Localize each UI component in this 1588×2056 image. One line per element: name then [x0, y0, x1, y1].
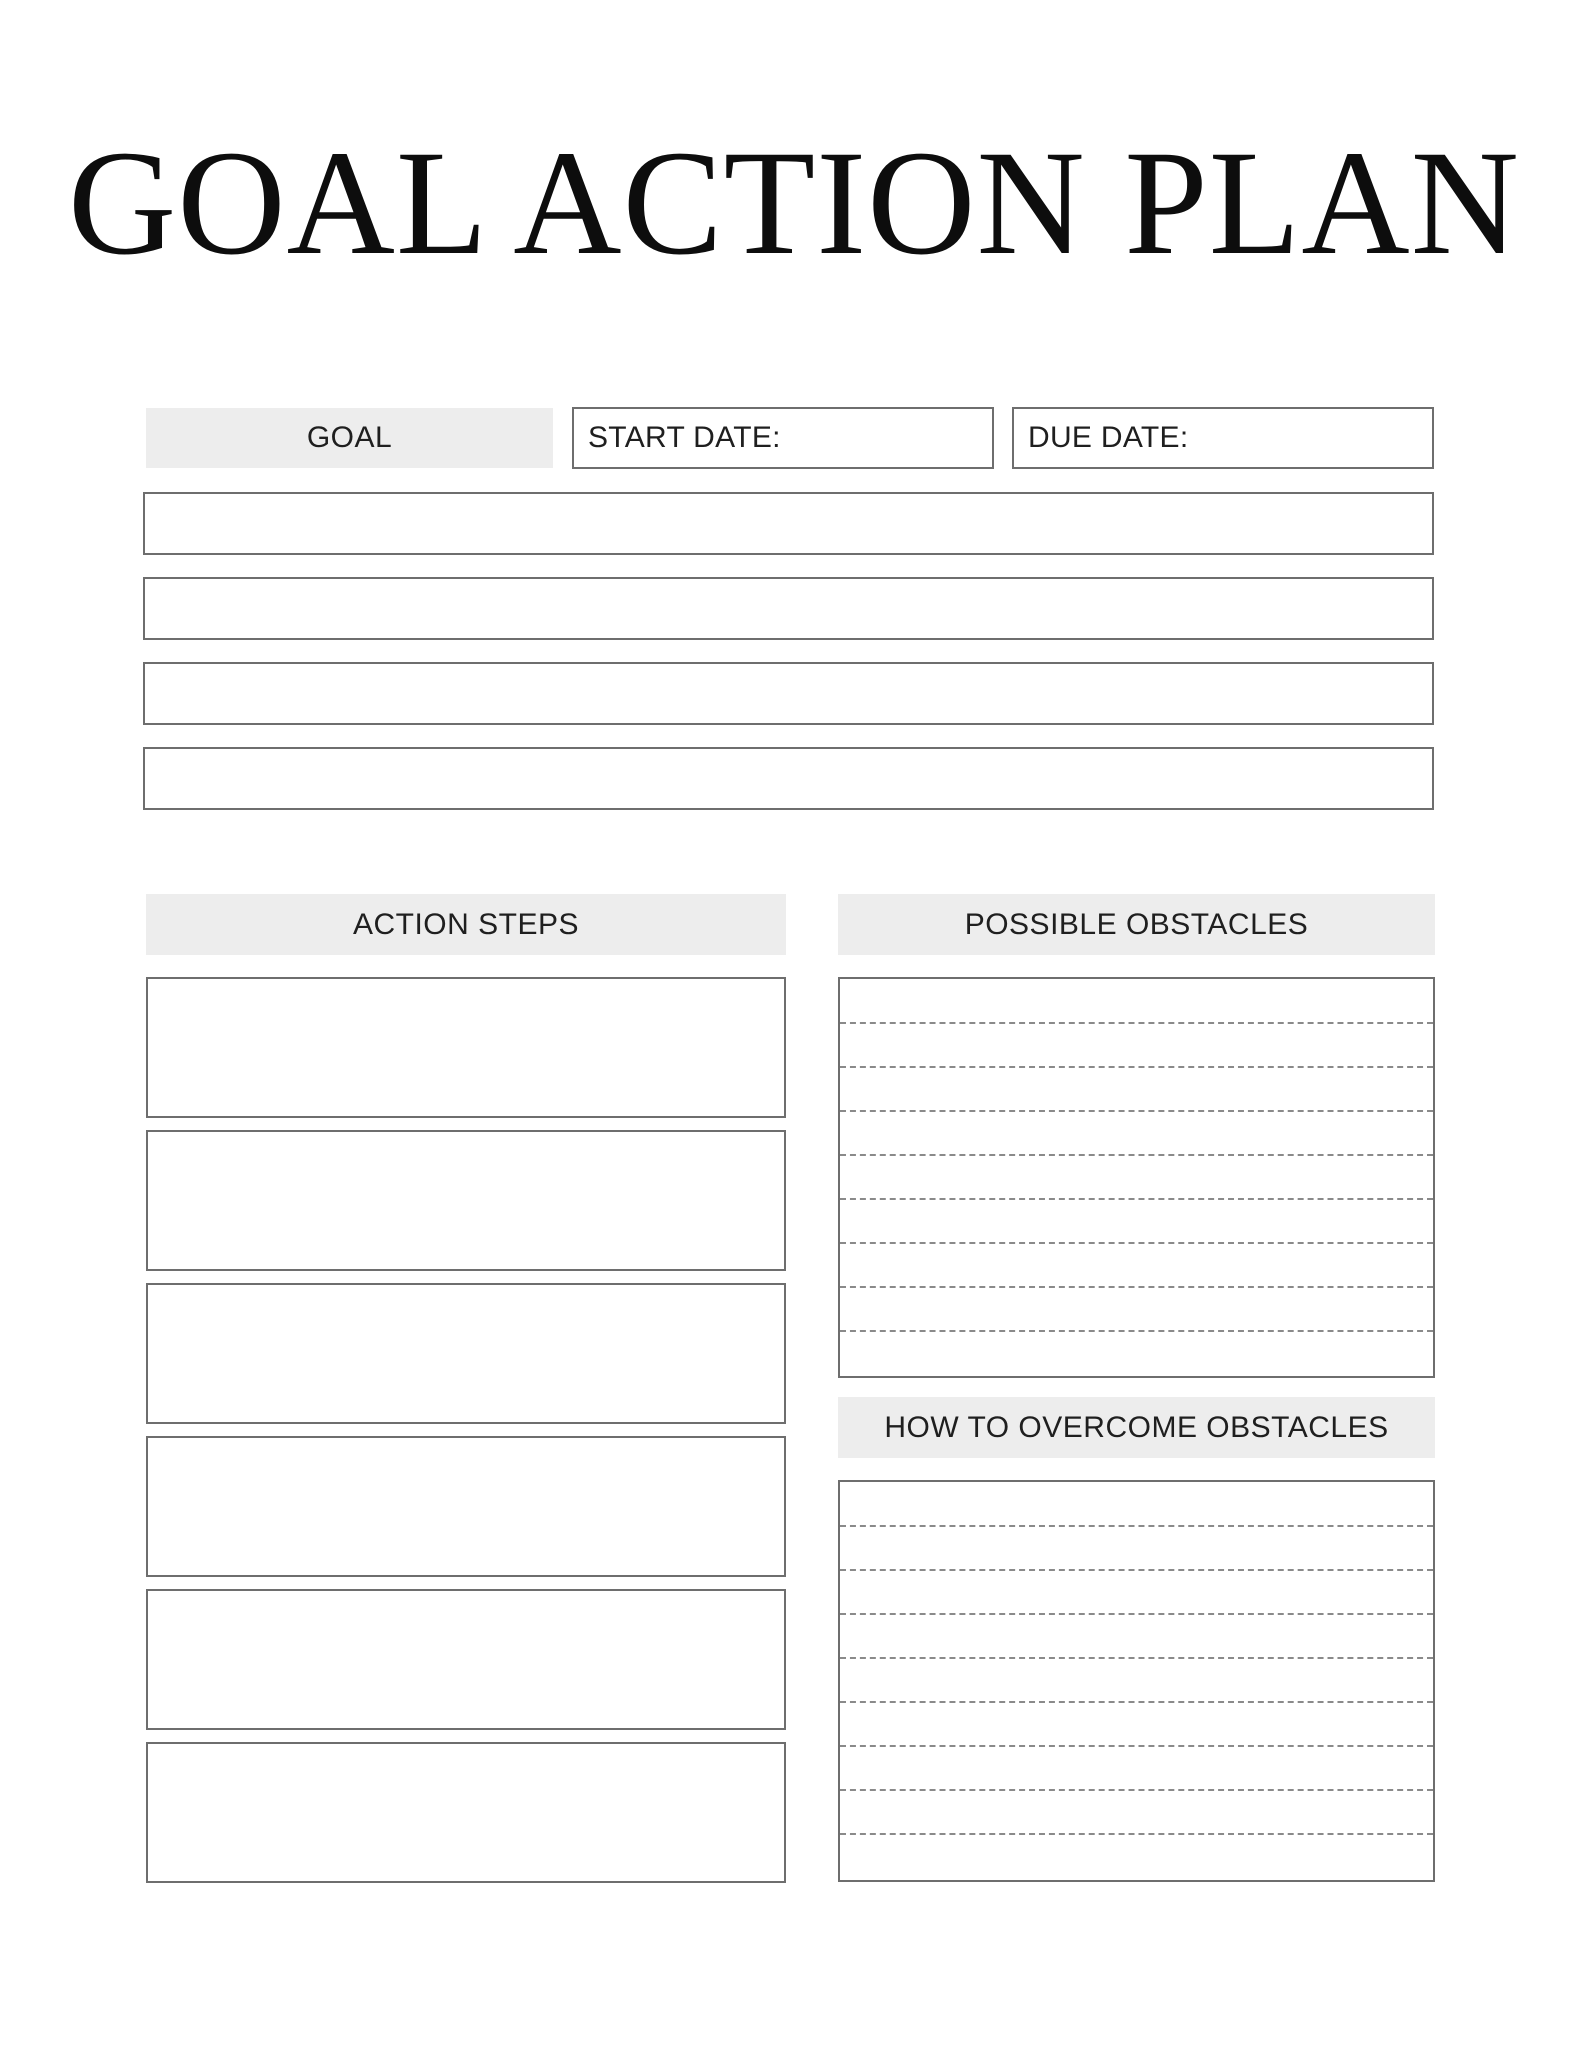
action-step-box-4[interactable] — [146, 1436, 786, 1577]
action-step-box-2[interactable] — [146, 1130, 786, 1271]
dashed-line — [840, 1657, 1433, 1659]
action-step-box-3[interactable] — [146, 1283, 786, 1424]
dashed-line — [840, 1242, 1433, 1244]
goal-line-3[interactable] — [143, 662, 1434, 725]
dashed-line — [840, 1330, 1433, 1332]
dashed-line — [840, 1066, 1433, 1068]
dashed-line — [840, 1789, 1433, 1791]
possible-obstacles-header — [838, 894, 1435, 955]
possible-obstacles-label: POSSIBLE OBSTACLES — [964, 907, 1309, 941]
dashed-line — [840, 1198, 1433, 1200]
due-date-field[interactable] — [1012, 407, 1434, 469]
dashed-line — [840, 1569, 1433, 1571]
overcome-obstacles-label: HOW TO OVERCOME OBSTACLES — [884, 1410, 1389, 1444]
action-steps-label: ACTION STEPS — [352, 907, 580, 941]
dashed-line — [840, 1745, 1433, 1747]
overcome-obstacles-box[interactable] — [838, 1480, 1435, 1882]
action-step-box-6[interactable] — [146, 1742, 786, 1883]
goal-line-1[interactable] — [143, 492, 1434, 555]
goal-line-4[interactable] — [143, 747, 1434, 810]
dashed-line — [840, 1701, 1433, 1703]
dashed-line — [840, 1286, 1433, 1288]
dashed-line — [840, 1110, 1433, 1112]
start-date-label: START DATE: — [588, 421, 781, 454]
goal-label: GOAL — [306, 421, 393, 454]
possible-obstacles-box[interactable] — [838, 977, 1435, 1378]
action-step-box-5[interactable] — [146, 1589, 786, 1730]
page-title: GOAL ACTION PLAN — [67, 120, 1521, 286]
due-date-label: DUE DATE: — [1028, 421, 1189, 454]
action-step-box-1[interactable] — [146, 977, 786, 1118]
goal-header — [146, 408, 553, 468]
dashed-line — [840, 1525, 1433, 1527]
goal-line-2[interactable] — [143, 577, 1434, 640]
dashed-line — [840, 1613, 1433, 1615]
start-date-field[interactable] — [572, 407, 994, 469]
action-steps-header — [146, 894, 786, 955]
dashed-line — [840, 1154, 1433, 1156]
overcome-obstacles-header — [838, 1397, 1435, 1458]
dashed-line — [840, 1833, 1433, 1835]
dashed-line — [840, 1022, 1433, 1024]
